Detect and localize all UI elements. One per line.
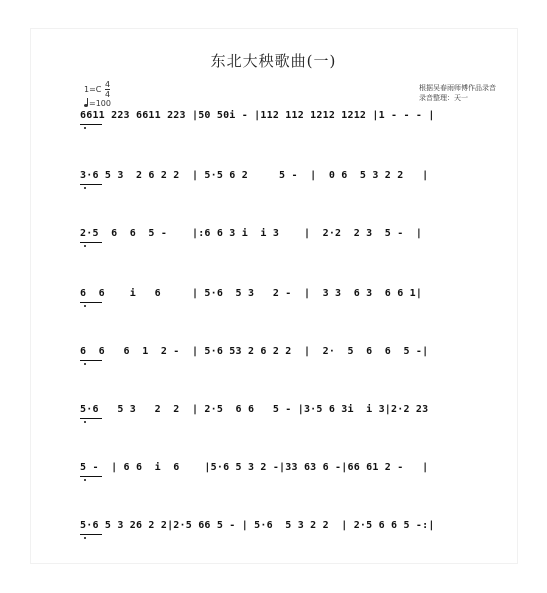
- octave-dot: [84, 305, 86, 307]
- key-time-signature: [84, 80, 110, 99]
- score-line-1: [80, 106, 480, 128]
- score-line-4: [80, 284, 480, 306]
- octave-dot: [84, 537, 86, 539]
- octave-dot: [84, 421, 86, 423]
- credit-source: 根据吴春雨师傅作品录音: [419, 84, 496, 92]
- score-line-6: [80, 400, 480, 422]
- score-line-5: [80, 342, 480, 364]
- time-signature-top: 4: [104, 80, 111, 89]
- song-title: 东北大秧歌曲(一): [210, 52, 337, 70]
- score-line-2: [80, 166, 480, 188]
- time-signature-bottom: 4: [104, 90, 111, 99]
- beam-line: [80, 418, 102, 419]
- tempo-value: =100: [89, 99, 111, 108]
- beam-line: [80, 124, 102, 125]
- score-line-7: [80, 458, 480, 480]
- notation-text: 5·6 5 3 2 2 | 2·5 6 6 5 - |3·5 6 3i i 3|2·2 23: [80, 404, 429, 415]
- notation-text: 3·6 5 3 2 6 2 2 | 5·5 6 2 5 - | 0 6 5 3 2 2 |: [80, 170, 429, 181]
- beam-line: [80, 360, 102, 361]
- beam-line: [80, 242, 102, 243]
- key-signature: 1=C: [84, 85, 102, 94]
- octave-dot: [84, 245, 86, 247]
- beam-line: [80, 534, 102, 535]
- beam-line: [80, 302, 102, 303]
- credit-transcriber: 录音整理：天一: [419, 94, 468, 102]
- notation-text: 6 6 6 1 2 - | 5·6 53 2 6 2 2 | 2· 5 6 6 5 -|: [80, 346, 429, 357]
- beam-line: [80, 476, 102, 477]
- beam-line: [80, 184, 102, 185]
- notation-text: 5·6 5 3 26 2 2|2·5 66 5 - | 5·6 5 3 2 2 | 2·5 6 6 5 -:|: [80, 520, 435, 531]
- credits: [419, 83, 496, 103]
- notation-text: 2·5 6 6 5 - |:6 6 3 i i 3 | 2·2 2 3 5 - |: [80, 228, 423, 239]
- score-line-8: [80, 516, 480, 538]
- notation-text: 5 - | 6 6 i 6 |5·6 5 3 2 -|33 63 6 -|66 61 2 - |: [80, 462, 429, 473]
- notation-text: 6611 223 6611 223 |50 50i - |112 112 1212 1212 |1 - - - |: [80, 110, 435, 121]
- octave-dot: [84, 363, 86, 365]
- octave-dot: [84, 127, 86, 129]
- notation-text: 6 6 i 6 | 5·6 5 3 2 - | 3 3 6 3 6 6 1|: [80, 288, 423, 299]
- octave-dot: [84, 479, 86, 481]
- score-line-3: [80, 224, 480, 246]
- time-signature: [105, 80, 110, 99]
- octave-dot: [84, 187, 86, 189]
